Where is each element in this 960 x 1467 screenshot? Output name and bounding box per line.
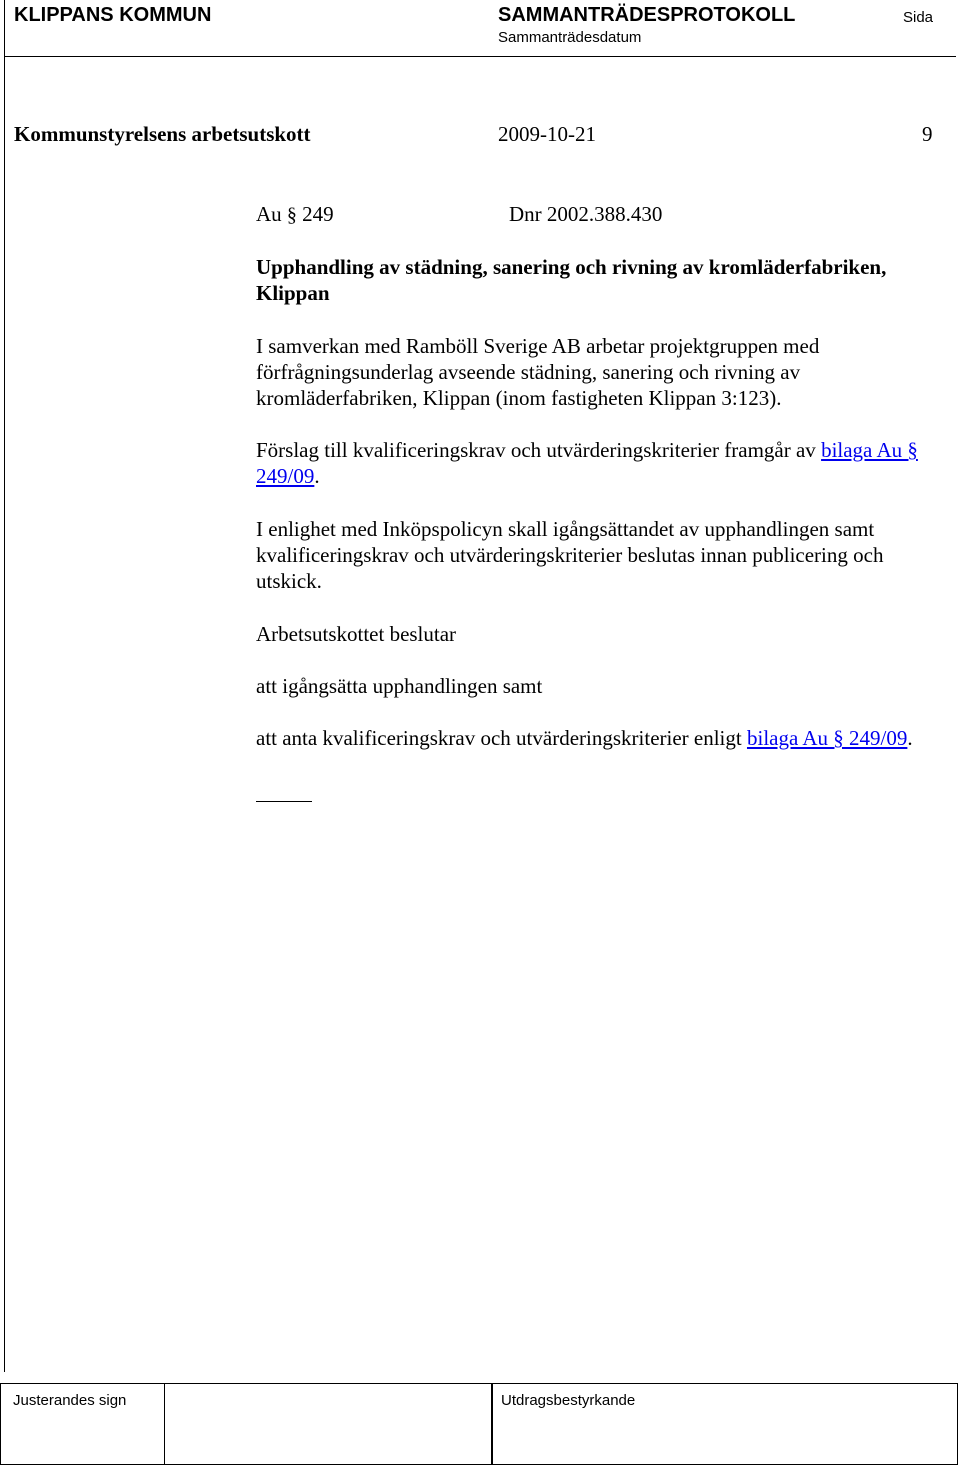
end-rule <box>256 801 312 802</box>
page-number: 9 <box>922 122 933 146</box>
ref-prefix: Au <box>256 202 282 226</box>
decision-item-2-text: att anta kvalificeringskrav och utvärderingskriterier enligt <box>256 726 747 750</box>
document-type: SAMMANTRÄDESPROTOKOLL <box>498 4 796 26</box>
meeting-date-label: Sammanträdesdatum <box>498 29 642 46</box>
paragraph-1 <box>256 333 946 411</box>
paragraph-2-end: . <box>314 464 320 488</box>
paragraph-3-text: I enlighet med Inköpspolicyn skall igångsättandet av upphandlingen samt kvalificeringskrav och utvärderingskriterier beslutas innan publicering och utskick. <box>256 517 884 593</box>
decision-item-1: att igångsätta upphandlingen samt <box>256 674 543 698</box>
meeting-date: 2009-10-21 <box>498 122 596 146</box>
paragraph-2 <box>256 437 946 489</box>
decision-item-2 <box>256 725 946 751</box>
left-margin-rule <box>4 0 5 1372</box>
extract-cell <box>492 1384 959 1464</box>
page-label: Sida <box>903 9 934 26</box>
paragraph-3 <box>256 516 946 594</box>
extract-label: Utdragsbestyrkande <box>501 1392 636 1409</box>
org-name: KLIPPANS KOMMUN <box>14 4 212 26</box>
decision-heading: Arbetsutskottet beslutar <box>256 622 457 646</box>
ref-number: 249 <box>302 202 334 226</box>
bilaga-link-2[interactable]: bilaga Au § 249/09 <box>746 726 908 750</box>
sign-label: Justerandes sign <box>13 1392 127 1409</box>
signature-footer <box>0 1383 958 1465</box>
paragraph-2-text: Förslag till kvalificeringskrav och utvärderingskriterier framgår av <box>256 438 822 462</box>
item-reference <box>256 201 334 228</box>
dnr: Dnr 2002.388.430 <box>509 202 663 226</box>
sign-blank-cell-1 <box>165 1384 492 1464</box>
meeting-body: Kommunstyrelsens arbetsutskott <box>14 122 311 146</box>
bilaga-link-1[interactable]: bilaga Au § 249/09 <box>256 438 918 488</box>
paragraph-1-text: I samverkan med Ramböll Sverige AB arbetar projektgruppen med förfrågningsunderlag avseende städning, sanering och rivning av kromläderfabriken, Klippan (inom fastigheten Klippan 3:123). <box>256 334 820 410</box>
sign-cell <box>1 1384 165 1464</box>
header-rule <box>4 56 956 57</box>
item-title-line-2: Klippan <box>256 281 330 305</box>
decision-item-2-end: . <box>907 726 913 750</box>
item-title-line-1: Upphandling av städning, sanering och rivning av kromläderfabriken, <box>256 255 887 279</box>
section-sign-icon: § <box>286 204 297 226</box>
